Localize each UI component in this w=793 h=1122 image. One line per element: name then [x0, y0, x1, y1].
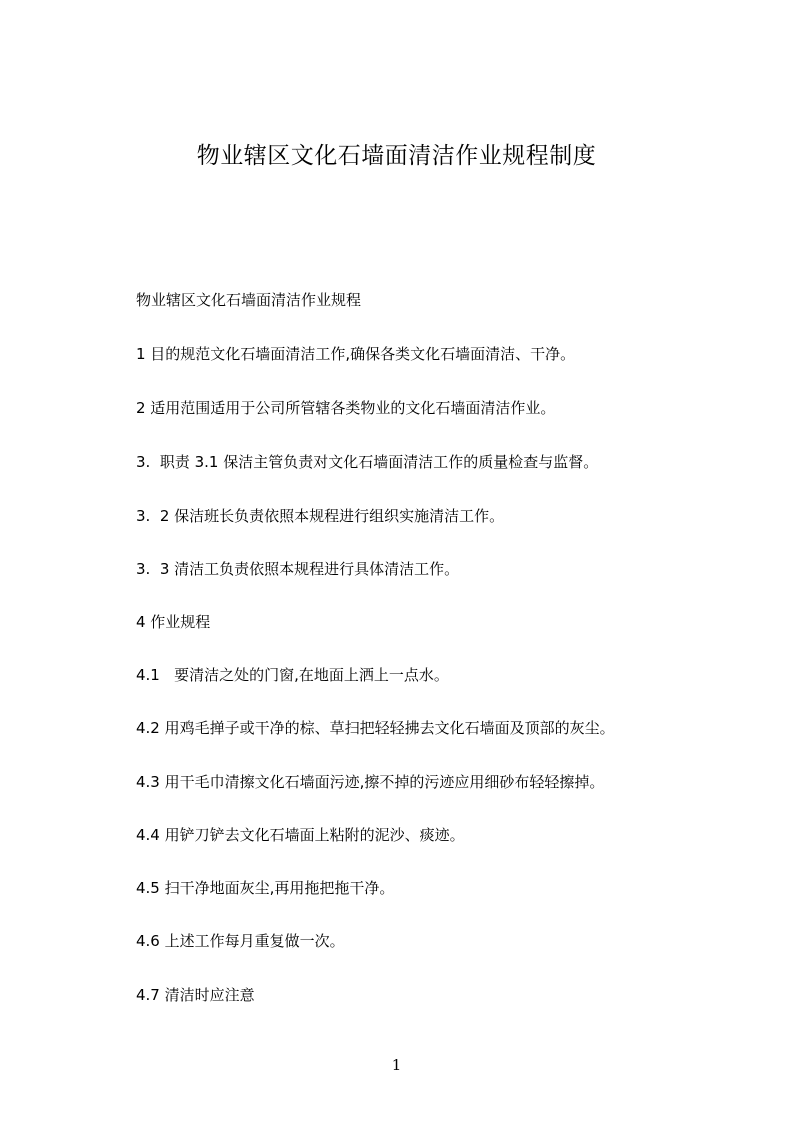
scope-paragraph: 2 适用范围适用于公司所管辖各类物业的文化石墙面清洁作业。 — [136, 399, 556, 417]
duty-paragraph-3-2: 3. 2 保洁班长负责依照本规程进行组织实施清洁工作。 — [136, 507, 505, 525]
procedure-step-4-6: 4.6 上述工作每月重复做一次。 — [136, 932, 345, 950]
procedure-step-4-2: 4.2 用鸡毛掸子或干净的棕、草扫把轻轻拂去文化石墙面及顶部的灰尘。 — [136, 719, 615, 737]
purpose-paragraph: 1 目的规范文化石墙面清洁工作,确保各类文化石墙面清洁、干净。 — [136, 345, 576, 363]
procedure-step-4-5: 4.5 扫干净地面灰尘,再用拖把拖干净。 — [136, 879, 395, 897]
section-heading: 物业辖区文化石墙面清洁作业规程 — [136, 291, 362, 309]
page-number: 1 — [391, 1056, 402, 1074]
page-title: 物业辖区文化石墙面清洁作业规程制度 — [196, 143, 597, 169]
procedure-step-4-1: 4.1 要清洁之处的门窗,在地面上洒上一点水。 — [136, 666, 449, 684]
procedure-step-4-7: 4.7 清洁时应注意 — [136, 986, 255, 1004]
duty-paragraph-3-3: 3. 3 清洁工负责依照本规程进行具体清洁工作。 — [136, 560, 460, 578]
procedure-step-4-3: 4.3 用干毛巾清擦文化石墙面污迹,擦不掉的污迹应用细砂布轻轻擦掉。 — [136, 773, 605, 791]
procedure-heading: 4 作业规程 — [136, 613, 211, 631]
duty-paragraph-3-1: 3. 职责 3.1 保洁主管负责对文化石墙面清洁工作的质量检查与监督。 — [136, 453, 599, 471]
procedure-step-4-4: 4.4 用铲刀铲去文化石墙面上粘附的泥沙、痰迹。 — [136, 826, 465, 844]
